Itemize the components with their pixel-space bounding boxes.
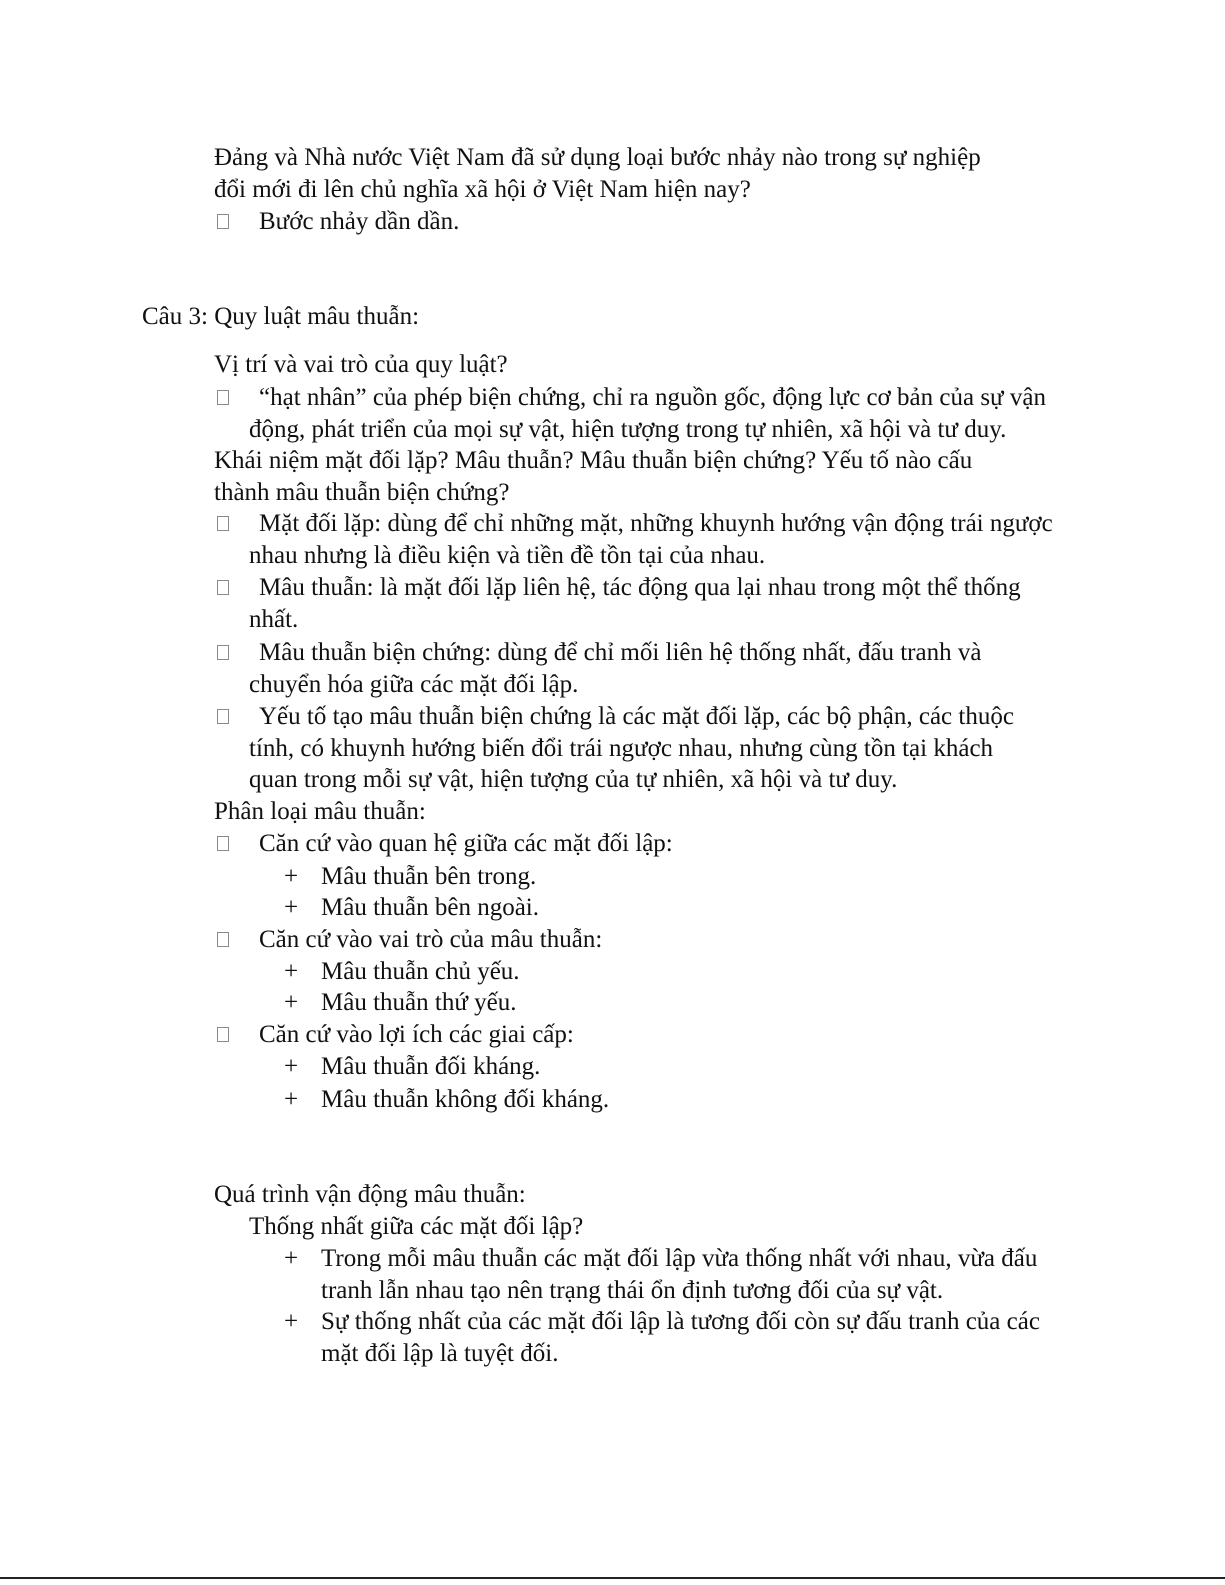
checkbox-bullet-icon xyxy=(217,390,229,405)
classification-basis-3-item-2: Mâu thuẫn không đối kháng. xyxy=(321,1086,610,1113)
checkbox-bullet-icon xyxy=(217,709,229,724)
answer-position-role-line-1: “hạt nhân” của phép biện chứng, chỉ ra nguồn gốc, động lực cơ bản của sự vận xyxy=(259,384,1046,411)
def-opposites-line-2: nhau nhưng là điều kiện và tiền đề tồn tại của nhau. xyxy=(249,542,766,569)
page-bottom-edge xyxy=(0,1577,1225,1579)
question-concepts-line-1: Khái niệm mặt đối lặp? Mâu thuẫn? Mâu thuẫn biện chứng? Yếu tố nào cấu xyxy=(214,447,973,474)
question-concepts-line-2: thành mâu thuẫn biện chứng? xyxy=(214,479,510,506)
unity-point-1-line-2: tranh lẫn nhau tạo nên trạng thái ổn định tương đối của sự vật. xyxy=(321,1277,944,1304)
classification-basis-1-item-2: Mâu thuẫn bên ngoài. xyxy=(321,894,540,921)
classification-basis-1: Căn cứ vào quan hệ giữa các mặt đối lập: xyxy=(259,830,673,857)
intro-question-line-2: đổi mới đi lên chủ nghĩa xã hội ở Việt Nam hiện nay? xyxy=(214,176,751,203)
checkbox-bullet-icon xyxy=(217,932,229,947)
checkbox-bullet-icon xyxy=(217,516,229,531)
question-position-role: Vị trí và vai trò của quy luật? xyxy=(214,351,508,378)
def-dialectical-line-2: chuyển hóa giữa các mặt đối lập. xyxy=(249,671,579,698)
process-title: Quá trình vận động mâu thuẫn: xyxy=(214,1181,526,1208)
plus-bullet-icon: + xyxy=(284,958,299,985)
checkbox-bullet-icon xyxy=(217,836,229,851)
classification-basis-2: Căn cứ vào vai trò của mâu thuẫn: xyxy=(259,926,603,953)
plus-bullet-icon: + xyxy=(284,1053,299,1080)
def-elements-line-1: Yếu tố tạo mâu thuẫn biện chứng là các mặt đối lặp, các bộ phận, các thuộc xyxy=(259,703,1014,730)
def-dialectical-line-1: Mâu thuẫn biện chứng: dùng để chỉ mối liên hệ thống nhất, đấu tranh và xyxy=(259,639,982,666)
plus-bullet-icon: + xyxy=(284,989,299,1016)
answer-position-role-line-2: động, phát triển của mọi sự vật, hiện tượng trong tự nhiên, xã hội và tư duy. xyxy=(249,416,1007,443)
def-contradiction-line-2: nhất. xyxy=(249,606,299,633)
intro-answer: Bước nhảy dần dần. xyxy=(259,208,460,235)
plus-bullet-icon: + xyxy=(284,1086,299,1113)
plus-bullet-icon: + xyxy=(284,1245,299,1272)
classification-basis-1-item-1: Mâu thuẫn bên trong. xyxy=(321,863,537,890)
unity-point-2-line-1: Sự thống nhất của các mặt đối lập là tương đối còn sự đấu tranh của các xyxy=(321,1308,1040,1335)
unity-question: Thống nhất giữa các mặt đối lập? xyxy=(249,1213,584,1240)
plus-bullet-icon: + xyxy=(284,1308,299,1335)
classification-title: Phân loại mâu thuẫn: xyxy=(214,798,426,825)
checkbox-bullet-icon xyxy=(217,214,229,229)
unity-point-1-line-1: Trong mỗi mâu thuẫn các mặt đối lập vừa thống nhất với nhau, vừa đấu xyxy=(321,1245,1038,1272)
classification-basis-2-item-1: Mâu thuẫn chủ yếu. xyxy=(321,958,520,985)
classification-basis-2-item-2: Mâu thuẫn thứ yếu. xyxy=(321,989,517,1016)
checkbox-bullet-icon xyxy=(217,1027,229,1042)
checkbox-bullet-icon xyxy=(217,580,229,595)
intro-question-line-1: Đảng và Nhà nước Việt Nam đã sử dụng loại bước nhảy nào trong sự nghiệp xyxy=(214,144,981,171)
section-heading: Câu 3: Quy luật mâu thuẫn: xyxy=(142,303,420,330)
unity-point-2-line-2: mặt đối lập là tuyệt đối. xyxy=(321,1340,559,1367)
plus-bullet-icon: + xyxy=(284,863,299,890)
classification-basis-3: Căn cứ vào lợi ích các giai cấp: xyxy=(259,1021,574,1048)
def-elements-line-3: quan trong mỗi sự vật, hiện tượng của tự nhiên, xã hội và tư duy. xyxy=(249,766,898,793)
checkbox-bullet-icon xyxy=(217,645,229,660)
classification-basis-3-item-1: Mâu thuẫn đối kháng. xyxy=(321,1053,541,1080)
def-elements-line-2: tính, có khuynh hướng biến đổi trái ngược nhau, nhưng cùng tồn tại khách xyxy=(249,735,994,762)
def-contradiction-line-1: Mâu thuẫn: là mặt đối lặp liên hệ, tác động qua lại nhau trong một thể thống xyxy=(259,574,1021,601)
plus-bullet-icon: + xyxy=(284,894,299,921)
def-opposites-line-1: Mặt đối lặp: dùng để chỉ những mặt, những khuynh hướng vận động trái ngược xyxy=(259,510,1053,537)
